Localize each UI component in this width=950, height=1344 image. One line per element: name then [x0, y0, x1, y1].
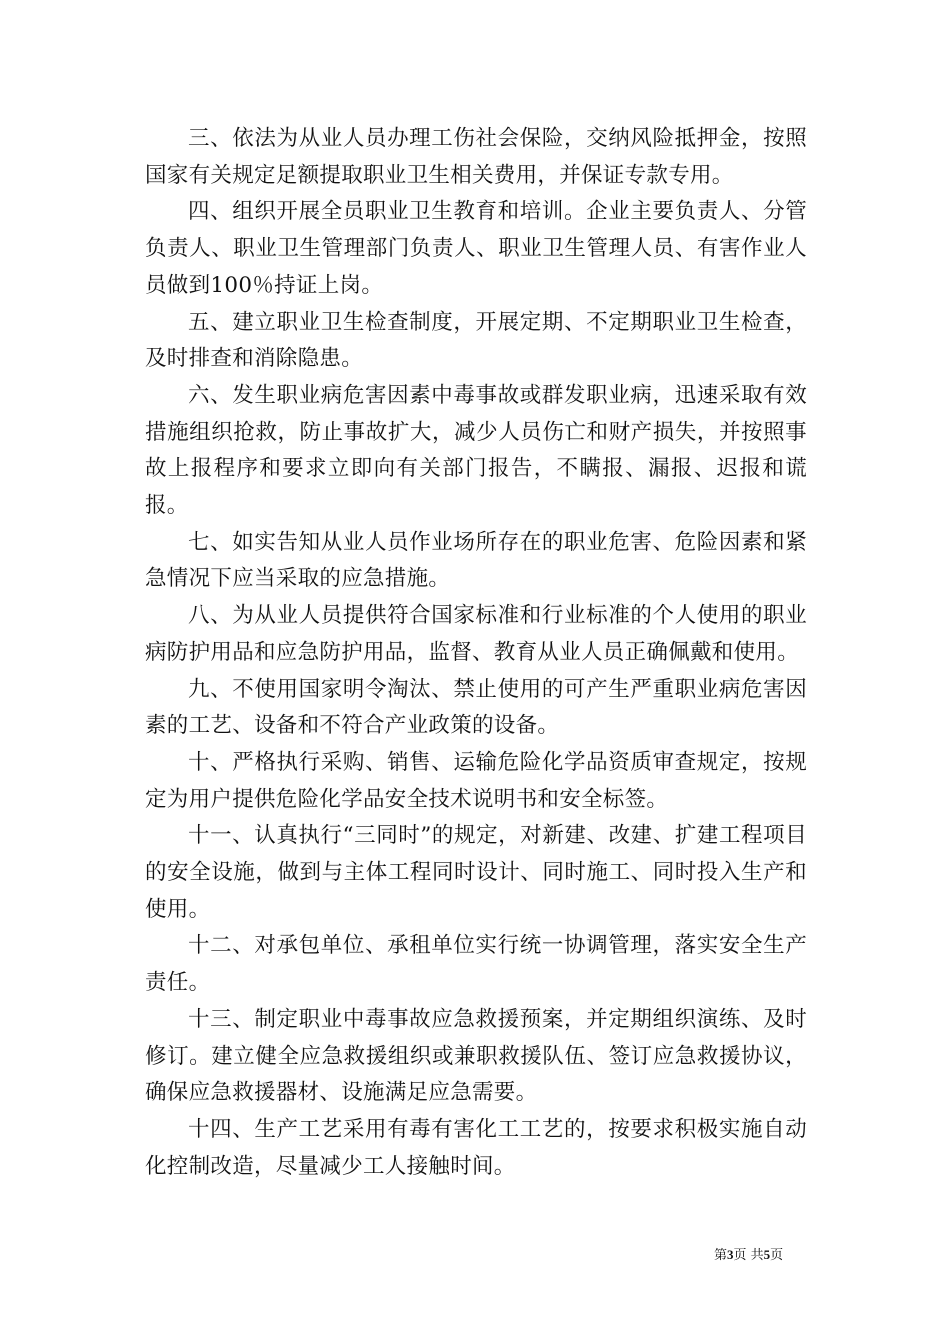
document-body — [145, 121, 807, 1185]
paragraph-9: 九、不使用国家明令淘汰、禁止使用的可产生严重职业病危害因素的工艺、设备和不符合产业政策的设备。 — [145, 676, 807, 739]
paragraph-14: 十四、生产工艺采用有毒有害化工工艺的，按要求积极实施自动化控制改造，尽量减少工人接触时间。 — [145, 1116, 807, 1179]
current-page-number: 3 — [727, 1247, 734, 1262]
total-pages-number: 5 — [763, 1247, 771, 1262]
paragraph-6: 六、发生职业病危害因素中毒事故或群发职业病，迅速采取有效措施组织抢救，防止事故扩大，减少人员伤亡和财产损失，并按照事故上报程序和要求立即向有关部门报告，不瞒报、漏报、迟报和谎报。 — [145, 382, 807, 519]
paragraph-8: 八、为从业人员提供符合国家标准和行业标准的个人使用的职业病防护用品和应急防护用品，监督、教育从业人员正确佩戴和使用。 — [145, 603, 807, 665]
paragraph-12: 十二、对承包单位、承租单位实行统一协调管理，落实安全生产责任。 — [145, 933, 807, 996]
paragraph-10: 十、严格执行采购、销售、运输危险化学品资质审查规定，按规定为用户提供危险化学品安全技术说明书和安全标签。 — [145, 749, 807, 812]
paragraph-11: 十一、认真执行“三同时”的规定，对新建、改建、扩建工程项目的安全设施，做到与主体工程同时设计、同时施工、同时投入生产和使用。 — [145, 823, 807, 922]
footer-suffix: 页 — [770, 1248, 784, 1263]
paragraph-5: 五、建立职业卫生检查制度，开展定期、不定期职业卫生检查，及时排查和消除隐患。 — [145, 309, 807, 372]
paragraph-4: 四、组织开展全员职业卫生教育和培训。企业主要负责人、分管负责人、职业卫生管理部门负责人、职业卫生管理人员、有害作业人员做到100％持证上岗。 — [145, 199, 807, 298]
footer-middle: 页 共 — [733, 1248, 764, 1263]
paragraph-13: 十三、制定职业中毒事故应急救援预案，并定期组织演练、及时修订。建立健全应急救援组织或兼职救援队伍、签订应急救援协议，确保应急救援器材、设施满足应急需要。 — [145, 1006, 807, 1106]
footer-prefix: 第 — [714, 1248, 728, 1263]
paragraph-7: 七、如实告知从业人员作业场所存在的职业危害、危险因素和紧急情况下应当采取的应急措施。 — [145, 529, 807, 592]
page-number-footer — [714, 1247, 783, 1264]
paragraph-3: 三、依法为从业人员办理工伤社会保险，交纳风险抵押金，按照国家有关规定足额提取职业卫生相关费用，并保证专款专用。 — [145, 126, 807, 188]
